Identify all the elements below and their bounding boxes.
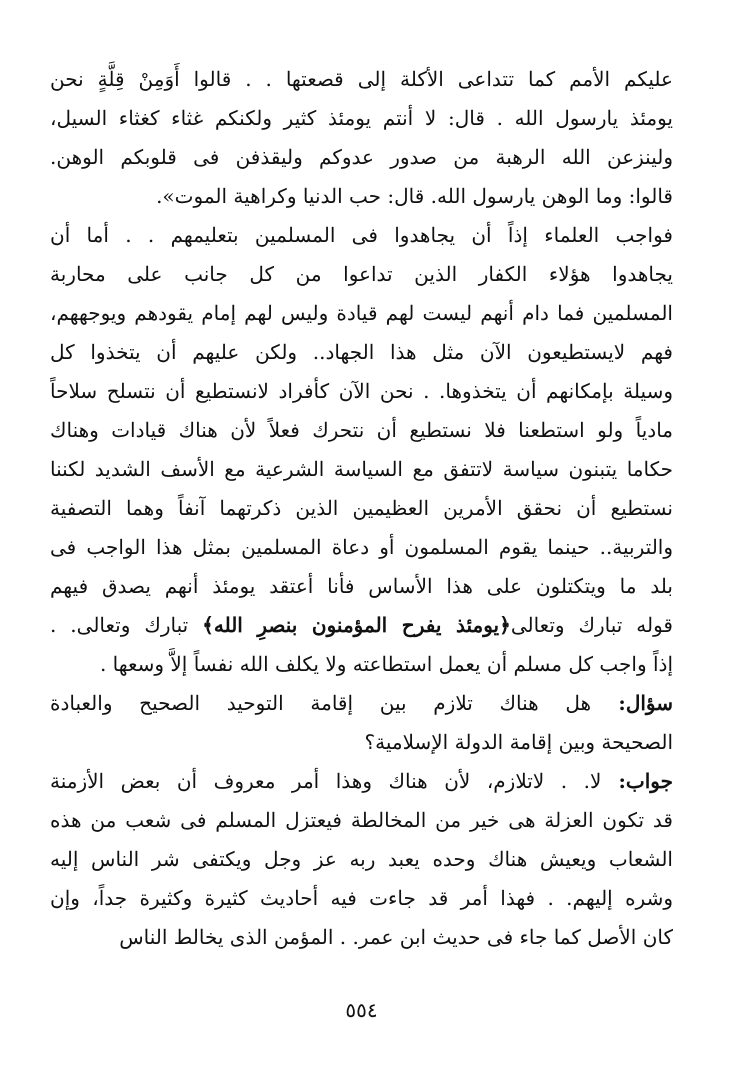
text-line — [50, 879, 673, 918]
text-segment: الشعاب ويعيش هناك وحده يعبد ربه عز وجل ويكتفى شر الناس إليه — [50, 847, 673, 871]
text-segment: قد تكون العزلة هى خير من المخالطة فيعتزل المسلم فى شعب من هذه — [50, 808, 673, 832]
text-line — [50, 216, 673, 255]
text-segment: ولينزعن الله الرهبة من صدور عدوكم وليقذفن فى قلوبكم الوهن. — [50, 145, 673, 169]
text-segment: يومئذ يارسول الله . قال: لا أنتم يومئذ كثير ولكنكم غثاء كغثاء السيل، — [50, 106, 673, 130]
text-segment: قالوا: وما الوهن يارسول الله. قال: حب الدنيا وكراهية الموت». — [156, 184, 673, 208]
text-segment: الصحيحة وبين إقامة الدولة الإسلامية؟ — [364, 730, 673, 754]
text-line — [50, 138, 673, 177]
text-line — [50, 723, 673, 762]
text-segment: نستطيع أن نحقق الأمرين العظيمين الذين ذكرتهما آنفاً وهما التصفية — [50, 496, 673, 520]
text-line — [50, 372, 673, 411]
text-line — [50, 567, 673, 606]
text-line — [50, 294, 673, 333]
text-segment: بلد ما ويتكتلون على هذا الأساس فأنا أعتقد يومئذ أنهم يصدق فيهم — [50, 574, 673, 598]
text-segment: إذاً واجب كل مسلم أن يعمل استطاعته ولا يكلف الله نفساً إلاَّ وسعها . — [99, 652, 673, 676]
text-segment: مادياً ولو استطعنا فلا نستطيع أن نتحرك فعلاً لأن هناك قيادات وهناك — [50, 418, 673, 442]
text-segment: لا. . لاتلازم، لأن هناك وهذا أمر معروف أن بعض الأزمنة — [50, 769, 602, 793]
text-line — [50, 918, 673, 957]
text-line — [50, 489, 673, 528]
text-segment: المسلمين فما دام أنهم ليست لهم قيادة وليس لهم إمام يقودهم ويوجههم، — [50, 301, 673, 325]
text-line — [50, 528, 673, 567]
text-segment: قوله تبارك وتعالى — [510, 613, 673, 637]
paragraph — [50, 216, 673, 684]
text-line — [50, 99, 673, 138]
book-page — [50, 60, 673, 1072]
text-line — [50, 411, 673, 450]
text-segment: يجاهدوا هؤلاء الكفار الذين تداعوا من كل جانب على محاربة — [50, 262, 673, 286]
text-line — [50, 684, 673, 723]
text-segment: وشره إليهم. . فهذا أمر قد جاءت فيه أحاديث كثيرة وكثيرة جداً، وإن — [50, 886, 673, 910]
paragraph — [50, 60, 673, 216]
text-segment: عليكم الأمم كما تتداعى الأكلة إلى قصعتها . . قالوا أَوَمِنْ قِلَّةٍ نحن — [50, 67, 673, 91]
text-segment: هل هناك تلازم بين إقامة التوحيد الصحيح والعبادة — [50, 691, 592, 715]
bold-text: ﴿يومئذ يفرح المؤمنون بنصرِ الله﴾ — [202, 613, 511, 637]
text-line — [50, 645, 673, 684]
text-line — [50, 177, 673, 216]
text-line — [50, 450, 673, 489]
text-segment: تبارك وتعالى. . — [50, 613, 203, 637]
bold-text: سؤال: — [591, 691, 673, 715]
bold-text: جواب: — [601, 769, 673, 793]
text-line — [50, 762, 673, 801]
text-line — [50, 606, 673, 645]
text-line — [50, 60, 673, 99]
text-segment: والتربية.. حينما يقوم المسلمون أو دعاة المسلمين بمثل هذا الواجب فى — [50, 535, 673, 559]
page-text — [50, 60, 673, 957]
text-segment: وسيلة بإمكانهم أن يتخذوها. . نحن الآن كأفراد لانستطيع أن نتسلح سلاحاً — [50, 379, 673, 403]
text-line — [50, 255, 673, 294]
text-segment: فواجب العلماء إذاً أن يجاهدوا فى المسلمين بتعليمهم . . أما أن — [50, 223, 673, 247]
text-segment: فهم لايستطيعون الآن مثل هذا الجهاد.. ولكن عليهم أن يتخذوا كل — [50, 340, 673, 364]
text-line — [50, 840, 673, 879]
text-segment: كان الأصل كما جاء فى حديث ابن عمر. . المؤمن الذى يخالط الناس — [119, 925, 673, 949]
text-line — [50, 333, 673, 372]
text-line — [50, 801, 673, 840]
paragraph — [50, 762, 673, 957]
paragraph — [50, 684, 673, 762]
text-segment: حكاما يتبنون سياسة لاتتفق مع السياسة الشرعية مع الأسف الشديد لكننا — [50, 457, 673, 481]
page-number: ٥٥٤ — [345, 998, 378, 1022]
